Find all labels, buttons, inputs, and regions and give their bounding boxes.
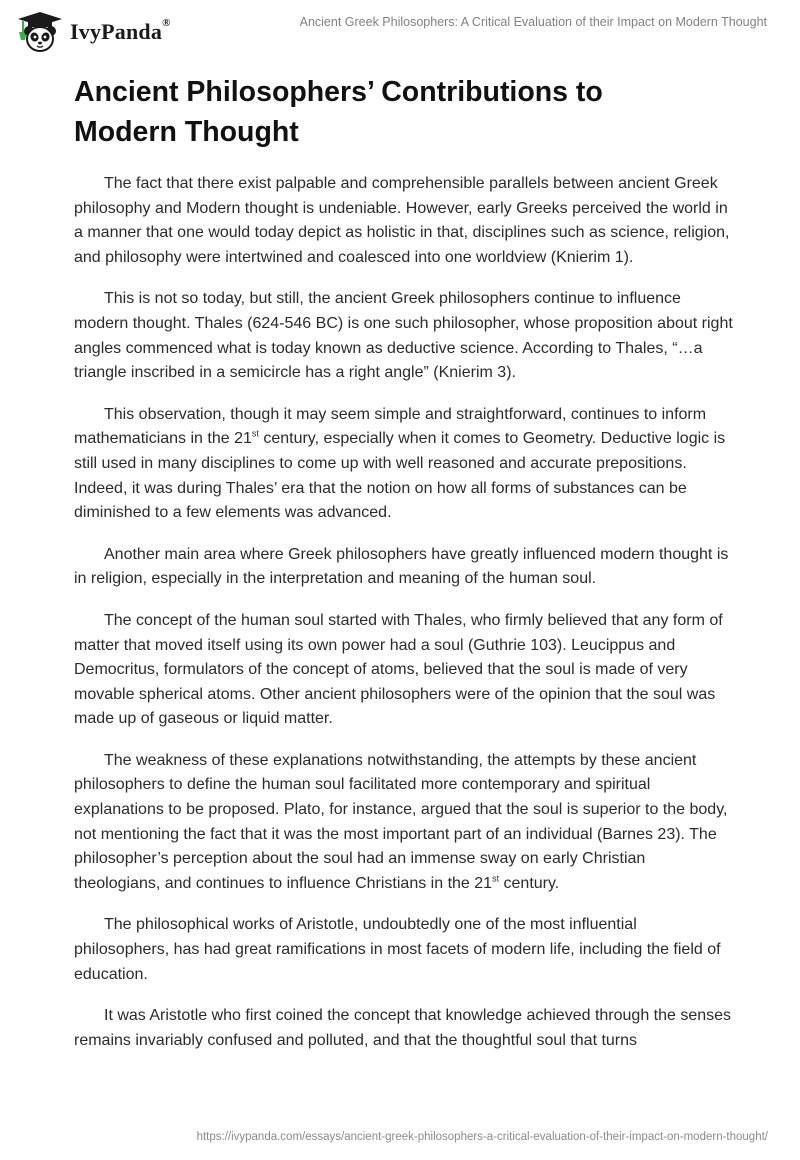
- paragraph-5: The concept of the human soul started with Thales, who firmly believed that any form of matter that moved itself using its own power had a soul (Guthrie 103). Leucippus and Democritus, formulators of the concept of atoms, believed that the soul is made of very movable spherical atoms. Other ancient philosophers were of the opinion that the soul was made up of gaseous or liquid matter.: [74, 611, 723, 728]
- paragraph-1: The fact that there exist palpable and comprehensible parallels between ancient Greek philosophy and Modern thought is undeniable. However, early Greeks perceived the world in a manner that one would today depict as holistic in that, disciplines such as science, religion, and philosophy were intertwined and coalesced into one worldview (Knierim 1).: [74, 175, 730, 266]
- ivypanda-logo[interactable]: [14, 10, 171, 54]
- essay-body: [74, 172, 734, 1070]
- paragraph-4: Another main area where Greek philosophers have greatly influenced modern thought is in religion, especially in the interpretation and meaning of the human soul.: [74, 545, 729, 588]
- document-title: Ancient Greek Philosophers: A Critical Evaluation of their Impact on Modern Thought: [299, 15, 767, 29]
- paragraph-3-text-b: century, especially when it comes to Geometry. Deductive logic is still used in many disciplines to come up with well reasoned and accurate prepositions. Indeed, it was during Thales’ era that the notion on how all forms of substances can be diminished to a few elements was advanced.: [74, 430, 726, 522]
- ordinal-suffix: st: [251, 429, 259, 440]
- paragraph-2: This is not so today, but still, the ancient Greek philosophers continue to influence modern thought. Thales (624-546 BC) is one such philosopher, whose proposition about right angles commenced what is today known as deductive science. According to Thales, “…a triangle inscribed in a semicircle has a right angle” (Knierim 3).: [74, 290, 733, 382]
- registered-mark: ®: [162, 17, 171, 29]
- paragraph-8: It was Aristotle who first coined the concept that knowledge achieved through the senses remains invariably confused and polluted, and that the thoughtful soul that turns: [74, 1007, 732, 1049]
- page-header: [0, 0, 800, 56]
- source-url[interactable]: https://ivypanda.com/essays/ancient-greek-philosophers-a-critical-evaluation-of-their-impact-on-modern-thought/: [196, 1131, 768, 1143]
- essay-title: Ancient Philosophers’ Contributions to Modern Thought: [74, 76, 603, 148]
- paragraph-6-text-b: century.: [499, 874, 560, 892]
- paragraph-6-text-a: The weakness of these explanations notwithstanding, the attempts by these ancient philosophers to define the human soul facilitated more contemporary and spiritual explanations to be proposed. Plato, for instance, argued that the soul is superior to the body, not mentioning the fact that it was the most important part of an individual (Barnes 23). The philosopher’s perception about the soul had an immense sway on early Christian theologians, and continues to influence Christians in the 21: [74, 751, 728, 892]
- ordinal-suffix: st: [492, 873, 500, 884]
- paragraph-3: [74, 403, 734, 526]
- logo-wordmark: [70, 19, 171, 45]
- logo-text: IvyPanda: [70, 19, 163, 44]
- paragraph-3-text-a: This observation, though it may seem simple and straightforward, continues to inform mathematicians in the 21: [74, 405, 707, 448]
- paragraph-7: The philosophical works of Aristotle, undoubtedly one of the most influential philosophers, has had great ramifications in most facets of modern life, including the field of education.: [74, 916, 721, 983]
- paragraph-6: [74, 749, 734, 897]
- panda-graduate-icon: [14, 10, 66, 54]
